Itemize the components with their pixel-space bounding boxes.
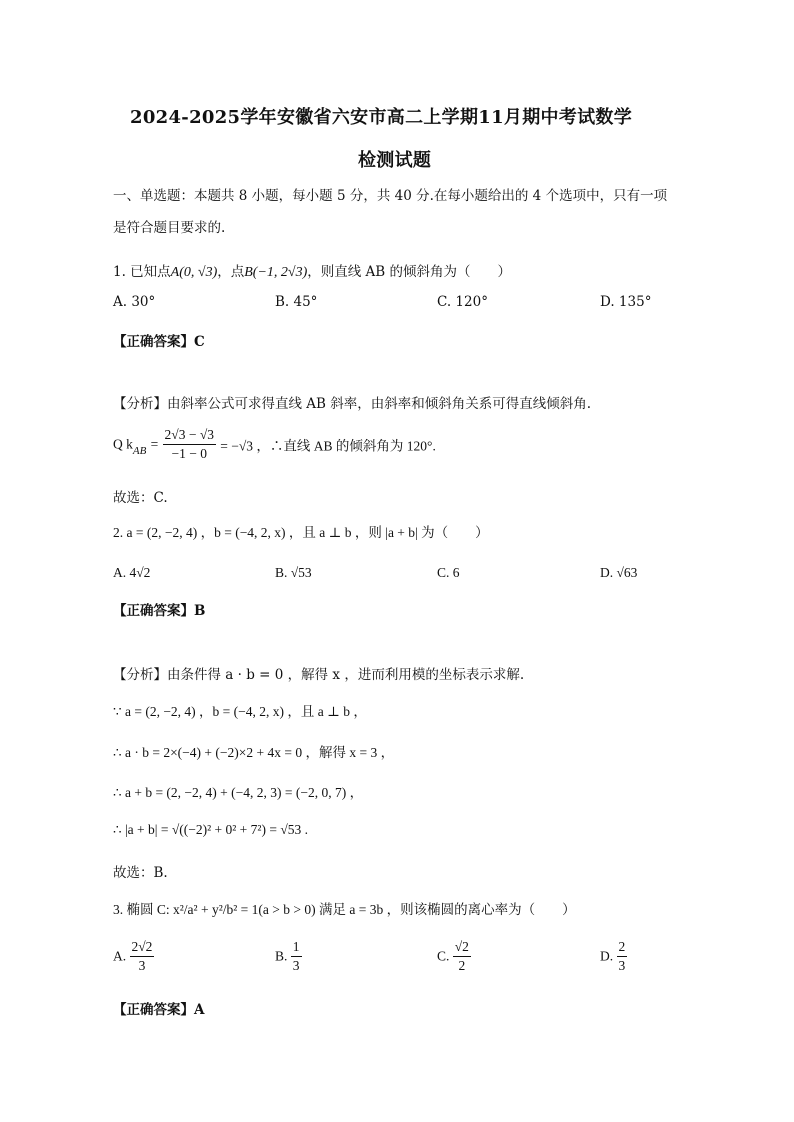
q3-option-d-fraction: [617, 938, 628, 975]
q3-option-b: [275, 938, 302, 975]
q1-calc-result: = −√3 ，∴直线 AB 的倾斜角为 120°.: [220, 438, 436, 454]
q1-option-c: C. 120°: [437, 294, 488, 310]
q3-option-a-fraction: [130, 938, 155, 975]
q3-option-c-label: C.: [437, 948, 450, 964]
q1-calc-sub: AB: [132, 445, 147, 457]
q2-step-2: ∴ a · b = 2×(−4) + (−2)×2 + 4x = 0 ，解得 x = 3 ，: [113, 745, 395, 760]
point-a: A(0, √3): [170, 265, 218, 280]
q3-option-b-den: 3: [292, 958, 300, 973]
q3-option-c-num: √2: [453, 938, 471, 957]
q3-option-c: [437, 938, 471, 975]
q1-option-b: B. 45°: [275, 294, 318, 310]
q2-option-d: D. √63: [600, 565, 638, 580]
q3-option-c-fraction: [453, 938, 471, 975]
q1-option-a: A. 30°: [113, 294, 156, 310]
question-1-suffix: ，则直线 AB 的倾斜角为（ ）: [307, 264, 512, 280]
question-2-stem: 2. a = (2, −2, 4) ，b = (−4, 2, x) ，且 a ⊥ b ，则 |a + b| 为（ ）: [113, 525, 489, 540]
question-1-prefix: 1. 已知点: [113, 264, 171, 280]
q3-option-b-num: 1: [291, 938, 302, 957]
q1-slope-denominator: −1 − 0: [171, 446, 207, 461]
q2-analysis: 【分析】由条件得 a · b = 0 ，解得 x ，进而利用模的坐标表示求解.: [113, 667, 525, 683]
q3-option-d-num: 2: [617, 938, 628, 957]
q3-option-b-fraction: [291, 938, 302, 975]
q1-answer: 【正确答案】C: [113, 334, 205, 350]
q1-option-d: D. 135°: [600, 294, 652, 310]
q3-option-d-label: D.: [600, 948, 614, 964]
q2-option-b: B. √53: [275, 565, 312, 580]
q2-option-c: C. 6: [437, 565, 460, 580]
q1-calc-lead: Q k: [113, 436, 133, 452]
q3-option-d: [600, 938, 627, 975]
section-heading: 一、单选题：本题共 8 小题，每小题 5 分，共 40 分.在每小题给出的 4 个选项中，只有一项: [113, 188, 668, 204]
q2-step-1: ∵ a = (2, −2, 4) ，b = (−4, 2, x) ，且 a ⊥ b ，: [113, 704, 367, 719]
q2-answer: 【正确答案】B: [113, 603, 206, 619]
q3-option-c-den: 2: [458, 958, 466, 973]
q3-option-a-den: 3: [138, 958, 146, 973]
page-title: 2024-2025学年安徽省六安市高二上学期11月期中考试数学: [130, 107, 633, 128]
q2-step-3: ∴ a + b = (2, −2, 4) + (−4, 2, 3) = (−2, 0, 7) ，: [113, 785, 364, 800]
q2-step-4: ∴ |a + b| = √((−2)² + 0² + 7²) = √53 .: [113, 822, 308, 837]
question-3-stem: 3. 椭圆 C: x²/a² + y²/b² = 1(a > b > 0) 满足 a = 3b ，则该椭圆的离心率为（ ）: [113, 902, 576, 917]
q1-slope-fraction: [163, 426, 216, 463]
question-1-mid: ，点: [217, 264, 245, 280]
q3-option-d-den: 3: [618, 958, 626, 973]
question-1-stem: [113, 260, 511, 281]
section-heading-cont: 是符合题目要求的.: [113, 220, 226, 236]
q1-conclusion: 故选：C.: [113, 490, 168, 506]
q2-option-a: A. 4√2: [113, 565, 151, 580]
q3-answer: 【正确答案】A: [113, 1002, 205, 1018]
point-b: B(−1, 2√3): [244, 265, 308, 280]
q1-calculation: Q $k_{AB}$ = $\frac{2√3 - √3}{-1 - 0}$ = −√3 ，∴直线 AB 的倾斜角为 120°.: [113, 427, 436, 461]
q1-analysis: 【分析】由斜率公式可求得直线 AB 斜率，由斜率和倾斜角关系可得直线倾斜角.: [113, 396, 592, 412]
q3-option-a-num: 2√2: [130, 938, 155, 957]
page-title-line2: 检测试题: [358, 150, 432, 171]
q3-option-a-label: A.: [113, 948, 127, 964]
q2-conclusion: 故选：B.: [113, 865, 168, 881]
q3-option-a: [113, 938, 154, 975]
q3-option-b-label: B.: [275, 948, 288, 964]
q1-slope-numerator: 2√3 − √3: [163, 426, 216, 445]
